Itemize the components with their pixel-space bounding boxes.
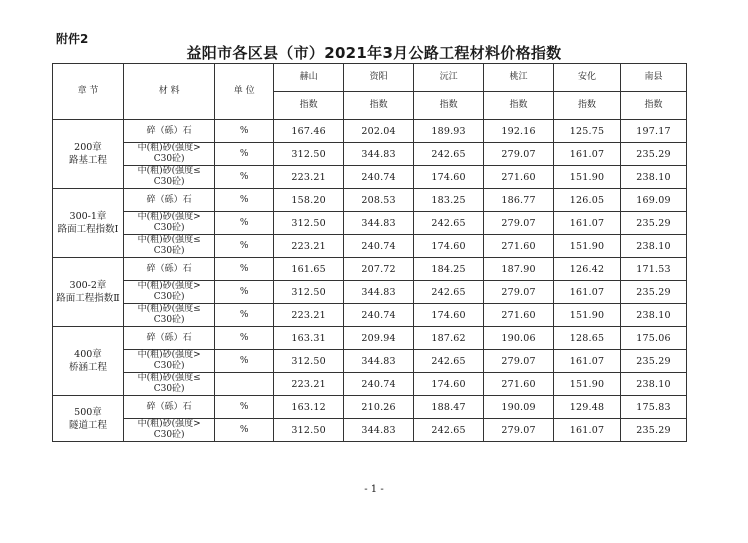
header-index: 指数 — [554, 92, 621, 120]
price-index-table — [52, 63, 687, 442]
section-name — [53, 258, 124, 327]
index-value-cell: 344.83 — [344, 212, 414, 235]
material-line1: 中(粗)砂(强度≤ — [137, 166, 201, 176]
material-line1: 中(粗)砂(强度≤ — [137, 373, 201, 383]
unit-cell: % — [215, 304, 274, 327]
index-value-cell: 192.16 — [484, 120, 554, 143]
table-body — [53, 120, 687, 442]
header-chapter: 章 节 — [53, 64, 124, 120]
material-line1: 中(粗)砂(强度> — [137, 419, 201, 429]
header-region: 资阳 — [344, 64, 414, 92]
index-value-cell: 128.65 — [554, 327, 621, 350]
index-value-cell: 151.90 — [554, 373, 621, 396]
index-value-cell: 271.60 — [484, 304, 554, 327]
unit-cell: % — [215, 327, 274, 350]
index-value-cell: 190.09 — [484, 396, 554, 419]
material-line1: 碎（砾）石 — [146, 263, 192, 274]
material-line1: 中(粗)砂(强度≤ — [137, 235, 201, 245]
material-line2: C30砼) — [153, 384, 185, 394]
index-value-cell: 240.74 — [344, 235, 414, 258]
table-row — [53, 120, 687, 143]
unit-cell: % — [215, 189, 274, 212]
index-value-cell: 174.60 — [414, 373, 484, 396]
index-value-cell: 207.72 — [344, 258, 414, 281]
index-value-cell: 279.07 — [484, 419, 554, 442]
material-line1: 中(粗)砂(强度> — [137, 350, 201, 360]
material-cell — [124, 281, 215, 304]
section-name-line1: 300-2章 — [69, 280, 107, 291]
index-value-cell: 125.75 — [554, 120, 621, 143]
index-value-cell: 161.07 — [554, 143, 621, 166]
index-value-cell: 174.60 — [414, 304, 484, 327]
document-title: 益阳市各区县（市）2021年3月公路工程材料价格指数 — [186, 44, 562, 62]
index-value-cell: 223.21 — [274, 235, 344, 258]
material-line1: 中(粗)砂(强度≤ — [137, 304, 201, 314]
table-row — [53, 373, 687, 396]
index-value-cell: 161.07 — [554, 419, 621, 442]
unit-cell: % — [215, 212, 274, 235]
index-value-cell: 242.65 — [414, 419, 484, 442]
material-cell — [124, 212, 215, 235]
material-cell — [124, 235, 215, 258]
unit-cell: % — [215, 258, 274, 281]
section-name-line1: 500章 — [74, 406, 102, 418]
index-value-cell: 235.29 — [620, 212, 686, 235]
index-value-cell: 271.60 — [484, 166, 554, 189]
index-value-cell: 190.06 — [484, 327, 554, 350]
unit-cell: % — [215, 350, 274, 373]
material-cell — [124, 189, 215, 212]
index-value-cell: 235.29 — [620, 281, 686, 304]
section-name-line2: 路面工程指数Ⅱ — [56, 293, 120, 304]
header-region: 安化 — [554, 64, 621, 92]
index-value-cell: 174.60 — [414, 166, 484, 189]
section-name-line2: 桥涵工程 — [68, 362, 107, 373]
section-name-line2: 路基工程 — [68, 155, 107, 166]
index-value-cell: 151.90 — [554, 166, 621, 189]
index-value-cell: 163.12 — [274, 396, 344, 419]
index-value-cell: 344.83 — [344, 350, 414, 373]
index-value-cell: 163.31 — [274, 327, 344, 350]
header-row-regions — [53, 64, 687, 92]
index-value-cell: 171.53 — [620, 258, 686, 281]
index-value-cell: 183.25 — [414, 189, 484, 212]
material-cell — [124, 304, 215, 327]
section-name-line1: 400章 — [74, 349, 102, 360]
unit-cell: % — [215, 235, 274, 258]
header-region: 沅江 — [414, 64, 484, 92]
section-name-line1: 300-1章 — [69, 211, 107, 222]
index-value-cell: 312.50 — [274, 212, 344, 235]
index-value-cell: 271.60 — [484, 235, 554, 258]
index-value-cell: 223.21 — [274, 373, 344, 396]
index-value-cell: 240.74 — [344, 304, 414, 327]
index-value-cell: 242.65 — [414, 281, 484, 304]
index-value-cell: 161.65 — [274, 258, 344, 281]
material-line1: 碎（砾）石 — [146, 125, 192, 136]
header-material: 材 料 — [124, 64, 215, 120]
section-name-line1: 200章 — [74, 142, 102, 153]
page-number: - 1 - — [364, 484, 384, 495]
material-line1: 碎（砾）石 — [146, 401, 192, 412]
index-value-cell: 235.29 — [620, 350, 686, 373]
unit-cell: % — [215, 143, 274, 166]
index-value-cell: 235.29 — [620, 419, 686, 442]
index-value-cell: 175.83 — [620, 396, 686, 419]
index-value-cell: 312.50 — [274, 419, 344, 442]
header-index: 指数 — [414, 92, 484, 120]
material-line2: C30砼) — [153, 361, 185, 371]
index-value-cell: 174.60 — [414, 235, 484, 258]
table-row — [53, 258, 687, 281]
index-value-cell: 161.07 — [554, 350, 621, 373]
material-cell — [124, 373, 215, 396]
index-value-cell: 344.83 — [344, 281, 414, 304]
unit-cell: % — [215, 396, 274, 419]
table-row — [53, 143, 687, 166]
index-value-cell: 186.77 — [484, 189, 554, 212]
table-row — [53, 350, 687, 373]
index-value-cell: 238.10 — [620, 373, 686, 396]
unit-cell: % — [215, 419, 274, 442]
index-value-cell: 175.06 — [620, 327, 686, 350]
table-row — [53, 281, 687, 304]
material-line1: 碎（砾）石 — [146, 194, 192, 205]
material-line1: 中(粗)砂(强度> — [137, 281, 201, 291]
index-value-cell: 126.42 — [554, 258, 621, 281]
index-value-cell: 187.62 — [414, 327, 484, 350]
unit-cell: % — [215, 166, 274, 189]
index-value-cell: 151.90 — [554, 235, 621, 258]
index-value-cell: 223.21 — [274, 166, 344, 189]
index-value-cell: 312.50 — [274, 350, 344, 373]
material-line2: C30砼) — [153, 315, 185, 325]
unit-cell: % — [215, 281, 274, 304]
table-row — [53, 396, 687, 419]
section-name — [53, 120, 124, 189]
material-line1: 碎（砾）石 — [146, 332, 192, 343]
header-unit: 单 位 — [215, 64, 274, 120]
index-value-cell: 238.10 — [620, 304, 686, 327]
section-name — [53, 189, 124, 258]
index-value-cell: 129.48 — [554, 396, 621, 419]
table-row — [53, 419, 687, 442]
header-index: 指数 — [344, 92, 414, 120]
material-line2: C30砼) — [153, 177, 185, 187]
index-value-cell: 169.09 — [620, 189, 686, 212]
index-value-cell: 242.65 — [414, 143, 484, 166]
index-value-cell: 188.47 — [414, 396, 484, 419]
material-line2: C30砼) — [153, 154, 185, 164]
index-value-cell: 158.20 — [274, 189, 344, 212]
section-name-line2: 隧道工程 — [68, 419, 107, 431]
attachment-label: 附件2 — [56, 32, 89, 46]
material-cell — [124, 419, 215, 442]
index-value-cell: 197.17 — [620, 120, 686, 143]
index-value-cell: 202.04 — [344, 120, 414, 143]
section-name-line2: 路面工程指数Ⅰ — [57, 224, 119, 235]
header-index: 指数 — [274, 92, 344, 120]
index-value-cell: 235.29 — [620, 143, 686, 166]
index-value-cell: 240.74 — [344, 373, 414, 396]
header-region: 南县 — [620, 64, 686, 92]
material-line2: C30砼) — [153, 246, 185, 256]
index-value-cell: 209.94 — [344, 327, 414, 350]
index-value-cell: 238.10 — [620, 235, 686, 258]
section-name — [53, 327, 124, 396]
table-row — [53, 304, 687, 327]
header-index: 指数 — [620, 92, 686, 120]
index-value-cell: 242.65 — [414, 350, 484, 373]
index-value-cell: 344.83 — [344, 143, 414, 166]
material-cell — [124, 258, 215, 281]
index-value-cell: 279.07 — [484, 143, 554, 166]
index-value-cell: 126.05 — [554, 189, 621, 212]
index-value-cell: 167.46 — [274, 120, 344, 143]
header-region: 赫山 — [274, 64, 344, 92]
index-value-cell: 189.93 — [414, 120, 484, 143]
index-value-cell: 151.90 — [554, 304, 621, 327]
table-row — [53, 212, 687, 235]
material-line1: 中(粗)砂(强度> — [137, 212, 201, 222]
section-name — [53, 396, 124, 442]
index-value-cell: 344.83 — [344, 419, 414, 442]
table-row — [53, 166, 687, 189]
material-line1: 中(粗)砂(强度> — [137, 143, 201, 153]
index-value-cell: 210.26 — [344, 396, 414, 419]
index-value-cell: 161.07 — [554, 212, 621, 235]
index-value-cell: 238.10 — [620, 166, 686, 189]
index-value-cell: 208.53 — [344, 189, 414, 212]
material-cell — [124, 143, 215, 166]
unit-cell: % — [215, 120, 274, 143]
index-value-cell: 187.90 — [484, 258, 554, 281]
index-value-cell: 312.50 — [274, 143, 344, 166]
table-row — [53, 327, 687, 350]
table-row — [53, 189, 687, 212]
index-value-cell: 242.65 — [414, 212, 484, 235]
material-line2: C30砼) — [153, 223, 185, 233]
index-value-cell: 271.60 — [484, 373, 554, 396]
index-value-cell: 184.25 — [414, 258, 484, 281]
index-value-cell: 279.07 — [484, 281, 554, 304]
index-value-cell: 240.74 — [344, 166, 414, 189]
material-cell — [124, 327, 215, 350]
index-value-cell: 223.21 — [274, 304, 344, 327]
header-index: 指数 — [484, 92, 554, 120]
material-cell — [124, 350, 215, 373]
material-cell — [124, 166, 215, 189]
index-value-cell: 279.07 — [484, 350, 554, 373]
unit-cell — [215, 373, 274, 396]
table-row — [53, 235, 687, 258]
index-value-cell: 279.07 — [484, 212, 554, 235]
index-value-cell: 161.07 — [554, 281, 621, 304]
material-cell — [124, 396, 215, 419]
material-line2: C30砼) — [153, 292, 185, 302]
material-line2: C30砼) — [153, 430, 185, 440]
header-region: 桃江 — [484, 64, 554, 92]
material-cell — [124, 120, 215, 143]
index-value-cell: 312.50 — [274, 281, 344, 304]
